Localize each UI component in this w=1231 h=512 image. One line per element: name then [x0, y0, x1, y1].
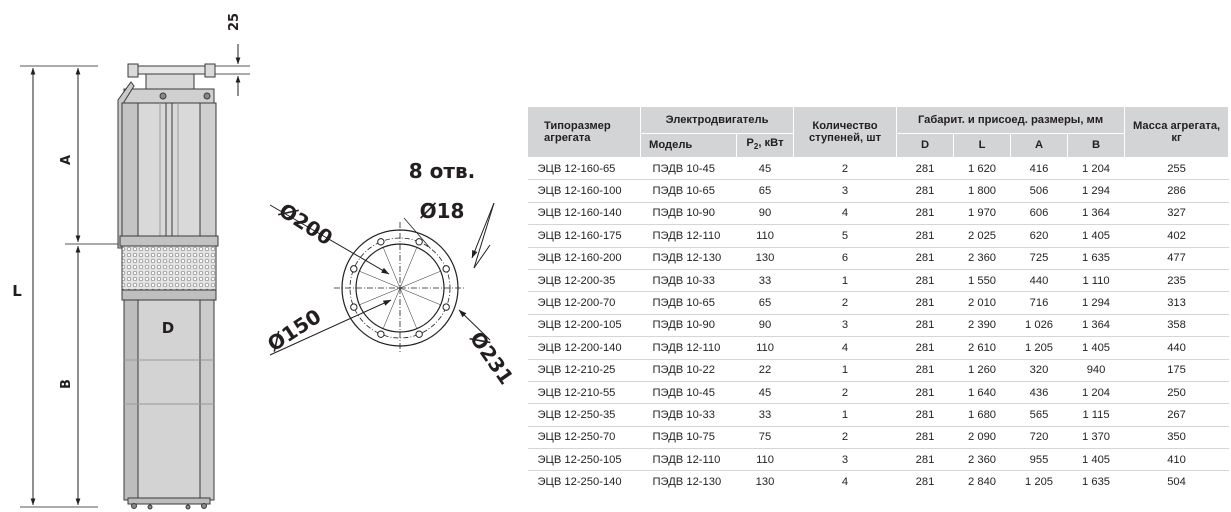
- cell-l: 2 360: [954, 247, 1011, 269]
- cell-mass: 402: [1125, 225, 1229, 247]
- cell-mass: 358: [1125, 314, 1229, 336]
- cell-d: 281: [897, 180, 954, 202]
- cell-a: 320: [1011, 359, 1068, 381]
- cell-stages: 1: [794, 269, 897, 291]
- cell-d: 281: [897, 359, 954, 381]
- table-row: [528, 337, 1229, 359]
- header-motor: Электродвигатель: [641, 107, 794, 134]
- cell-stages: 6: [794, 247, 897, 269]
- cell-power: 65: [737, 180, 794, 202]
- cell-l: 2 840: [968, 476, 997, 489]
- cell-d: 281: [897, 314, 954, 336]
- header-dimensions: Габарит. и присоед. размеры, мм: [897, 107, 1125, 134]
- table-row: [528, 158, 1229, 180]
- spec-table: [527, 106, 1229, 493]
- cell-model: ПЭДВ 10-75: [641, 426, 737, 448]
- cell-unit: ЭЦВ 12-250-70: [528, 426, 641, 448]
- cell-power: 110: [737, 449, 794, 471]
- cell-mass: 477: [1125, 247, 1229, 269]
- cell-l: 2 610: [954, 337, 1011, 359]
- flange-bolt-hole: [351, 304, 357, 310]
- cell-unit: ЭЦВ 12-160-140: [528, 202, 641, 224]
- cell-a: 416: [1011, 158, 1068, 180]
- cell-power: 45: [737, 158, 794, 180]
- cell-power: 33: [737, 269, 794, 291]
- cell-l: 2 025: [954, 225, 1011, 247]
- cell-power: 33: [737, 404, 794, 426]
- header-b: B: [1068, 134, 1125, 158]
- cell-mass: 175: [1125, 359, 1229, 381]
- header-stages: Количество ступеней, шт: [794, 107, 897, 158]
- cell-b: 940: [1068, 359, 1125, 381]
- cell-a: 565: [1011, 404, 1068, 426]
- flange-bolt-hole: [443, 304, 449, 310]
- flange-bolt-hole: [378, 331, 384, 337]
- cell-power: 110: [737, 337, 794, 359]
- table-row: [528, 247, 1229, 269]
- cell-d: 281: [897, 202, 954, 224]
- cell-mass: 410: [1125, 449, 1229, 471]
- cell-model: ПЭДВ 10-33: [641, 404, 737, 426]
- cell-stages: 3: [794, 449, 897, 471]
- cell-unit: ЭЦВ 12-210-25: [528, 359, 641, 381]
- cell-d: 281: [897, 225, 954, 247]
- header-a: A: [1011, 134, 1068, 158]
- cell-a: 725: [1011, 247, 1068, 269]
- cell-d: 281: [897, 247, 954, 269]
- cell-b: 1 635: [1068, 247, 1125, 269]
- dim-label-B: B: [59, 379, 74, 389]
- cell-stages: 2: [794, 158, 897, 180]
- cell-a: 1 026: [1011, 314, 1068, 336]
- cell-l: 1 640: [954, 381, 1011, 403]
- header-d: D: [897, 134, 954, 158]
- cell-stages: 2: [794, 292, 897, 314]
- cell-l: 1 620: [954, 158, 1011, 180]
- table-row: [528, 381, 1229, 403]
- table-row: [528, 292, 1229, 314]
- table-row: [528, 449, 1229, 471]
- cell-power: 110: [737, 225, 794, 247]
- cell-a: 955: [1011, 449, 1068, 471]
- cell-unit: ЭЦВ 12-160-100: [528, 180, 641, 202]
- cell-b: 1 364: [1068, 202, 1125, 224]
- header-power-unit: , кВт: [758, 137, 784, 150]
- cell-mass: 235: [1125, 269, 1229, 291]
- cell-mass: 327: [1125, 202, 1229, 224]
- cell-unit: ЭЦВ 12-200-70: [528, 292, 641, 314]
- cell-stages: 1: [794, 359, 897, 381]
- cell-unit: ЭЦВ 12-250-140: [537, 476, 622, 489]
- cell-model: ПЭДВ 12-130: [652, 476, 722, 489]
- table-row: [528, 471, 1229, 493]
- cell-d: 281: [897, 337, 954, 359]
- cell-mass: 504: [1167, 476, 1186, 489]
- cell-a: 716: [1011, 292, 1068, 314]
- cell-l: 2 090: [954, 426, 1011, 448]
- cell-b: 1 294: [1068, 292, 1125, 314]
- pump-body: [118, 64, 218, 509]
- cell-stages: 4: [841, 476, 849, 489]
- cell-l: 1 970: [954, 202, 1011, 224]
- cell-power: 90: [737, 314, 794, 336]
- dim-label-A: A: [59, 154, 74, 166]
- cell-b: 1 115: [1068, 404, 1125, 426]
- cell-b: 1 204: [1068, 158, 1125, 180]
- cell-b: 1 110: [1068, 269, 1125, 291]
- cell-stages: 2: [794, 381, 897, 403]
- cell-l: 1 800: [954, 180, 1011, 202]
- cell-l: 2 360: [954, 449, 1011, 471]
- cell-d: 281: [897, 381, 954, 403]
- cell-a: 506: [1011, 180, 1068, 202]
- cell-l: 1 680: [954, 404, 1011, 426]
- cell-mass: 286: [1125, 180, 1229, 202]
- cell-unit: ЭЦВ 12-210-55: [528, 381, 641, 403]
- flange-holes-label: 8 отв.: [408, 159, 476, 183]
- cell-power: 22: [737, 359, 794, 381]
- table-row: [528, 269, 1229, 291]
- header-power: [737, 134, 794, 158]
- cell-b: 1 635: [1082, 476, 1111, 489]
- cell-b: 1 370: [1068, 426, 1125, 448]
- cell-model: ПЭДВ 10-45: [641, 158, 737, 180]
- cell-a: 606: [1011, 202, 1068, 224]
- cell-mass: 350: [1125, 426, 1229, 448]
- flange-outer-diameter-label: Ø231: [465, 327, 519, 389]
- flange-bolt-hole: [378, 239, 384, 245]
- cell-b: 1 294: [1068, 180, 1125, 202]
- table-row: [528, 180, 1229, 202]
- cell-a: 436: [1011, 381, 1068, 403]
- cell-model: ПЭДВ 12-110: [641, 449, 737, 471]
- cell-stages: 1: [794, 404, 897, 426]
- cell-unit: ЭЦВ 12-250-105: [528, 449, 641, 471]
- dim-label-L: L: [12, 282, 22, 300]
- cell-d: 281: [897, 158, 954, 180]
- cell-mass: 250: [1125, 381, 1229, 403]
- header-unit: Типоразмер агрегата: [528, 107, 641, 158]
- cell-model: ПЭДВ 12-110: [641, 225, 737, 247]
- cell-b: 1 405: [1068, 449, 1125, 471]
- cell-stages: 5: [794, 225, 897, 247]
- table-body: [528, 158, 1229, 493]
- cell-a: 440: [1011, 269, 1068, 291]
- cell-power: 130: [737, 247, 794, 269]
- header-power-sub: 2: [753, 142, 759, 152]
- cell-b: 1 204: [1068, 381, 1125, 403]
- flange-drawing: [262, 150, 520, 400]
- cell-unit: ЭЦВ 12-200-140: [528, 337, 641, 359]
- cell-power: 130: [755, 476, 775, 489]
- cell-model: ПЭДВ 10-22: [641, 359, 737, 381]
- cell-model: ПЭДВ 10-90: [641, 314, 737, 336]
- cell-a: 1 205: [1011, 337, 1068, 359]
- cell-l: 1 550: [954, 269, 1011, 291]
- cell-a: 1 205: [1025, 476, 1054, 489]
- flange-geometry: [334, 222, 466, 354]
- cell-stages: 4: [794, 202, 897, 224]
- table-row: [528, 426, 1229, 448]
- cell-unit: ЭЦВ 12-160-65: [528, 158, 641, 180]
- cell-unit: ЭЦВ 12-200-35: [528, 269, 641, 291]
- cell-power: 90: [737, 202, 794, 224]
- cell-mass: 313: [1125, 292, 1229, 314]
- cell-a: 620: [1011, 225, 1068, 247]
- flange-bolt-hole: [416, 239, 422, 245]
- cell-d: 281: [897, 269, 954, 291]
- cell-power: 45: [737, 381, 794, 403]
- header-power-symbol: P: [746, 137, 754, 150]
- cell-unit: ЭЦВ 12-160-175: [528, 225, 641, 247]
- dim-label-25: 25: [227, 12, 242, 32]
- cell-unit: ЭЦВ 12-160-200: [528, 247, 641, 269]
- cell-d: 281: [897, 404, 954, 426]
- cell-mass: 267: [1125, 404, 1229, 426]
- flange-bolt-circle-label: Ø200: [274, 198, 337, 251]
- cell-d: 281: [897, 426, 954, 448]
- cell-model: ПЭДВ 10-45: [641, 381, 737, 403]
- dim-label-D: D: [161, 319, 175, 337]
- flange-bolt-hole: [416, 331, 422, 337]
- cell-d: 281: [897, 292, 954, 314]
- cell-b: 1 405: [1068, 225, 1125, 247]
- cell-a: 720: [1011, 426, 1068, 448]
- cell-d: 281: [897, 449, 954, 471]
- cell-model: ПЭДВ 12-110: [641, 337, 737, 359]
- cell-model: ПЭДВ 12-130: [641, 247, 737, 269]
- cell-l: 1 260: [954, 359, 1011, 381]
- cell-power: 65: [737, 292, 794, 314]
- cell-model: ПЭДВ 10-33: [641, 269, 737, 291]
- cell-power: 75: [737, 426, 794, 448]
- cell-b: 1 405: [1068, 337, 1125, 359]
- table-header-row-1: [528, 107, 1229, 134]
- flange-hole-diameter-label: Ø18: [419, 199, 465, 223]
- table-row: [528, 359, 1229, 381]
- cell-l: 2 390: [954, 314, 1011, 336]
- cell-stages: 3: [794, 314, 897, 336]
- cell-unit: ЭЦВ 12-200-105: [528, 314, 641, 336]
- table-row: [528, 314, 1229, 336]
- cell-stages: 3: [794, 180, 897, 202]
- pump-drawing: [0, 0, 265, 512]
- header-l: L: [954, 134, 1011, 158]
- flange-inner-diameter-label: Ø150: [263, 304, 326, 357]
- cell-stages: 4: [794, 337, 897, 359]
- cell-b: 1 364: [1068, 314, 1125, 336]
- cell-stages: 2: [794, 426, 897, 448]
- cell-l: 2 010: [954, 292, 1011, 314]
- cell-mass: 255: [1125, 158, 1229, 180]
- cell-model: ПЭДВ 10-65: [641, 180, 737, 202]
- header-model: Модель: [641, 134, 737, 158]
- cell-mass: 440: [1125, 337, 1229, 359]
- cell-d: 281: [915, 476, 935, 489]
- table-row: [528, 404, 1229, 426]
- cell-model: ПЭДВ 10-65: [641, 292, 737, 314]
- cell-model: ПЭДВ 10-90: [641, 202, 737, 224]
- table-row: [528, 225, 1229, 247]
- cell-unit: ЭЦВ 12-250-35: [528, 404, 641, 426]
- flange-bolt-hole: [351, 266, 357, 272]
- flange-bolt-hole: [443, 266, 449, 272]
- table-row: [528, 202, 1229, 224]
- header-mass: Масса агрегата, кг: [1125, 107, 1229, 158]
